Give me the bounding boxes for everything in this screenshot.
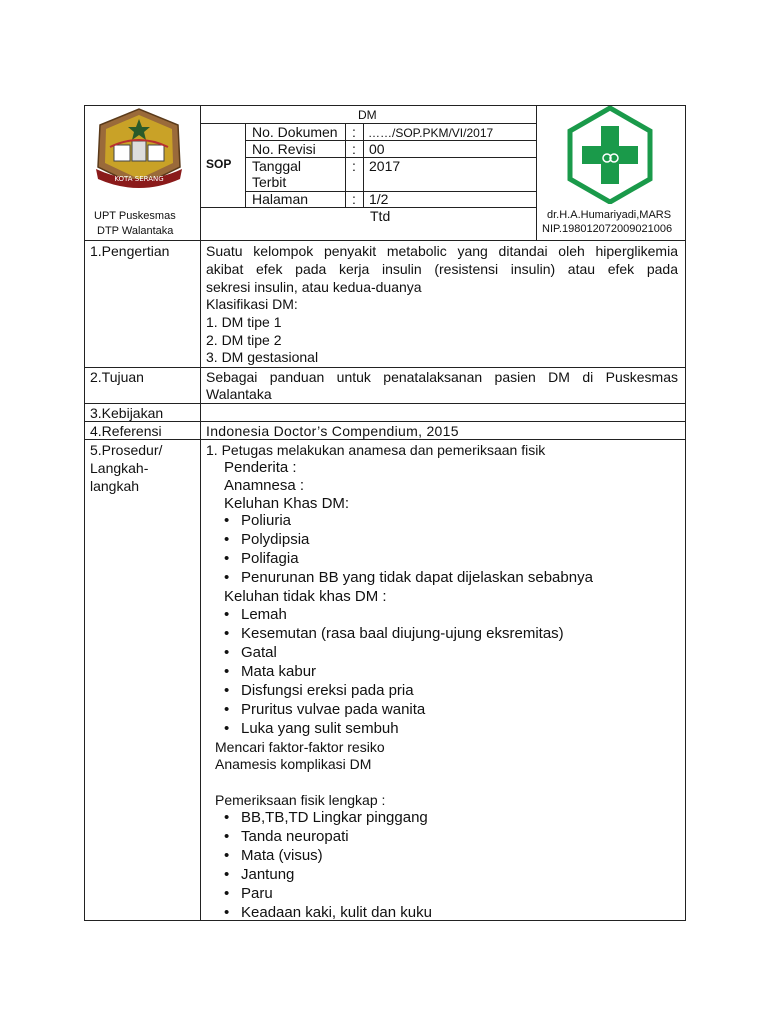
meta-label-tanggal: Tanggal bbox=[252, 158, 302, 174]
org-line2: DTP Walantaka bbox=[97, 225, 174, 237]
list-item: • Mata kabur bbox=[241, 662, 564, 681]
keluhan-tidak-khas-list bbox=[241, 605, 564, 738]
list-item: • Luka yang sulit sembuh bbox=[241, 719, 564, 738]
referensi-text: Indonesia Doctor’s Compendium, 2015 bbox=[206, 423, 459, 439]
crest-logo bbox=[90, 107, 188, 195]
list-item: • Polifagia bbox=[241, 549, 593, 568]
prosedur-step-1: 1. Petugas melakukan anamesa dan pemeriksaan fisik bbox=[206, 442, 546, 458]
pengertian-line-1: Suatu kelompok penyakit metabolic yang ditandai oleh hiperglikemia bbox=[206, 243, 678, 259]
signer-nip: NIP.198012072009021006 bbox=[542, 223, 673, 235]
list-item: • Disfungsi ereksi pada pria bbox=[241, 681, 564, 700]
meta-sep-3: : bbox=[352, 158, 356, 174]
pemeriksaan-fisik-title: Pemeriksaan fisik lengkap : bbox=[215, 792, 386, 808]
list-item: • Poliuria bbox=[241, 511, 593, 530]
klasifikasi-title: Klasifikasi DM: bbox=[206, 296, 298, 312]
keluhan-khas-list bbox=[241, 511, 593, 587]
meta-label-terbit: Terbit bbox=[252, 174, 287, 190]
meta-sep-4: : bbox=[352, 191, 356, 207]
meta-value-no-dokumen: ……/SOP.PKM/VI/2017 bbox=[368, 126, 494, 140]
tujuan-line-2: Walantaka bbox=[206, 386, 272, 402]
meta-value-halaman: 1/2 bbox=[369, 191, 389, 207]
keluhan-tidak-khas-title: Keluhan tidak khas DM : bbox=[224, 588, 387, 605]
meta-sep-1: : bbox=[352, 124, 356, 140]
meta-sep-2: : bbox=[352, 141, 356, 157]
klasifikasi-item-2: 2. DM tipe 2 bbox=[206, 332, 282, 348]
penderita-label: Penderita : bbox=[224, 459, 297, 476]
meta-label-halaman: Halaman bbox=[252, 191, 309, 207]
meta-value-no-revisi: 00 bbox=[369, 141, 385, 157]
pengertian-line-2: akibat efek pada kerja insulin (resistensi insulin) atau efek pada bbox=[206, 261, 678, 277]
meta-label-no-dokumen: No. Dokumen bbox=[252, 124, 338, 140]
ttd-label: Ttd bbox=[370, 208, 391, 224]
list-item: • Lemah bbox=[241, 605, 564, 624]
tujuan-line-1: Sebagai panduan untuk penatalaksanan pasien DM di Puskesmas bbox=[206, 369, 678, 385]
pemeriksaan-fisik-list bbox=[241, 808, 432, 922]
meta-label-no-revisi: No. Revisi bbox=[252, 141, 316, 157]
prosedur-label-2: Langkah- bbox=[90, 460, 149, 476]
list-item: • Pruritus vulvae pada wanita bbox=[241, 700, 564, 719]
faktor-resiko-text: Mencari faktor-faktor resiko bbox=[215, 739, 385, 755]
list-item: • Gatal bbox=[241, 643, 564, 662]
list-item: • Tanda neuropati bbox=[241, 827, 432, 846]
list-item: • Polydipsia bbox=[241, 530, 593, 549]
prosedur-label-1: 5.Prosedur/ bbox=[90, 442, 163, 458]
list-item: • BB,TB,TD Lingkar pinggang bbox=[241, 808, 432, 827]
list-item: • Jantung bbox=[241, 865, 432, 884]
tujuan-label: 2.Tujuan bbox=[90, 369, 144, 385]
list-item: • Keadaan kaki, kulit dan kuku bbox=[241, 903, 432, 922]
list-item: • Paru bbox=[241, 884, 432, 903]
crest-logo-text: KOTA SERANG bbox=[114, 175, 164, 183]
meta-value-tanggal: 2017 bbox=[369, 158, 401, 174]
org-line1: UPT Puskesmas bbox=[94, 210, 176, 222]
anamnesa-label: Anamnesa : bbox=[224, 477, 305, 494]
klasifikasi-item-1: 1. DM tipe 1 bbox=[206, 314, 282, 330]
sop-label: SOP bbox=[206, 157, 232, 171]
pengertian-label: 1.Pengertian bbox=[90, 243, 170, 259]
puskesmas-logo bbox=[566, 106, 654, 204]
prosedur-label-3: langkah bbox=[90, 478, 140, 494]
pengertian-line-3: sekresi insulin, atau kedua-duanya bbox=[206, 279, 422, 295]
list-item: • Penurunan BB yang tidak dapat dijelaskan sebabnya bbox=[241, 568, 593, 587]
list-item: • Kesemutan (rasa baal diujung-ujung eksremitas) bbox=[241, 624, 564, 643]
referensi-label: 4.Referensi bbox=[90, 423, 162, 439]
signer-name: dr.H.A.Humariyadi,MARS bbox=[547, 209, 672, 221]
keluhan-khas-title: Keluhan Khas DM: bbox=[224, 495, 350, 512]
doc-title: DM bbox=[358, 108, 377, 122]
komplikasi-text: Anamesis komplikasi DM bbox=[215, 756, 372, 772]
kebijakan-label: 3.Kebijakan bbox=[90, 405, 164, 421]
list-item: • Mata (visus) bbox=[241, 846, 432, 865]
klasifikasi-item-3: 3. DM gestasional bbox=[206, 349, 319, 365]
